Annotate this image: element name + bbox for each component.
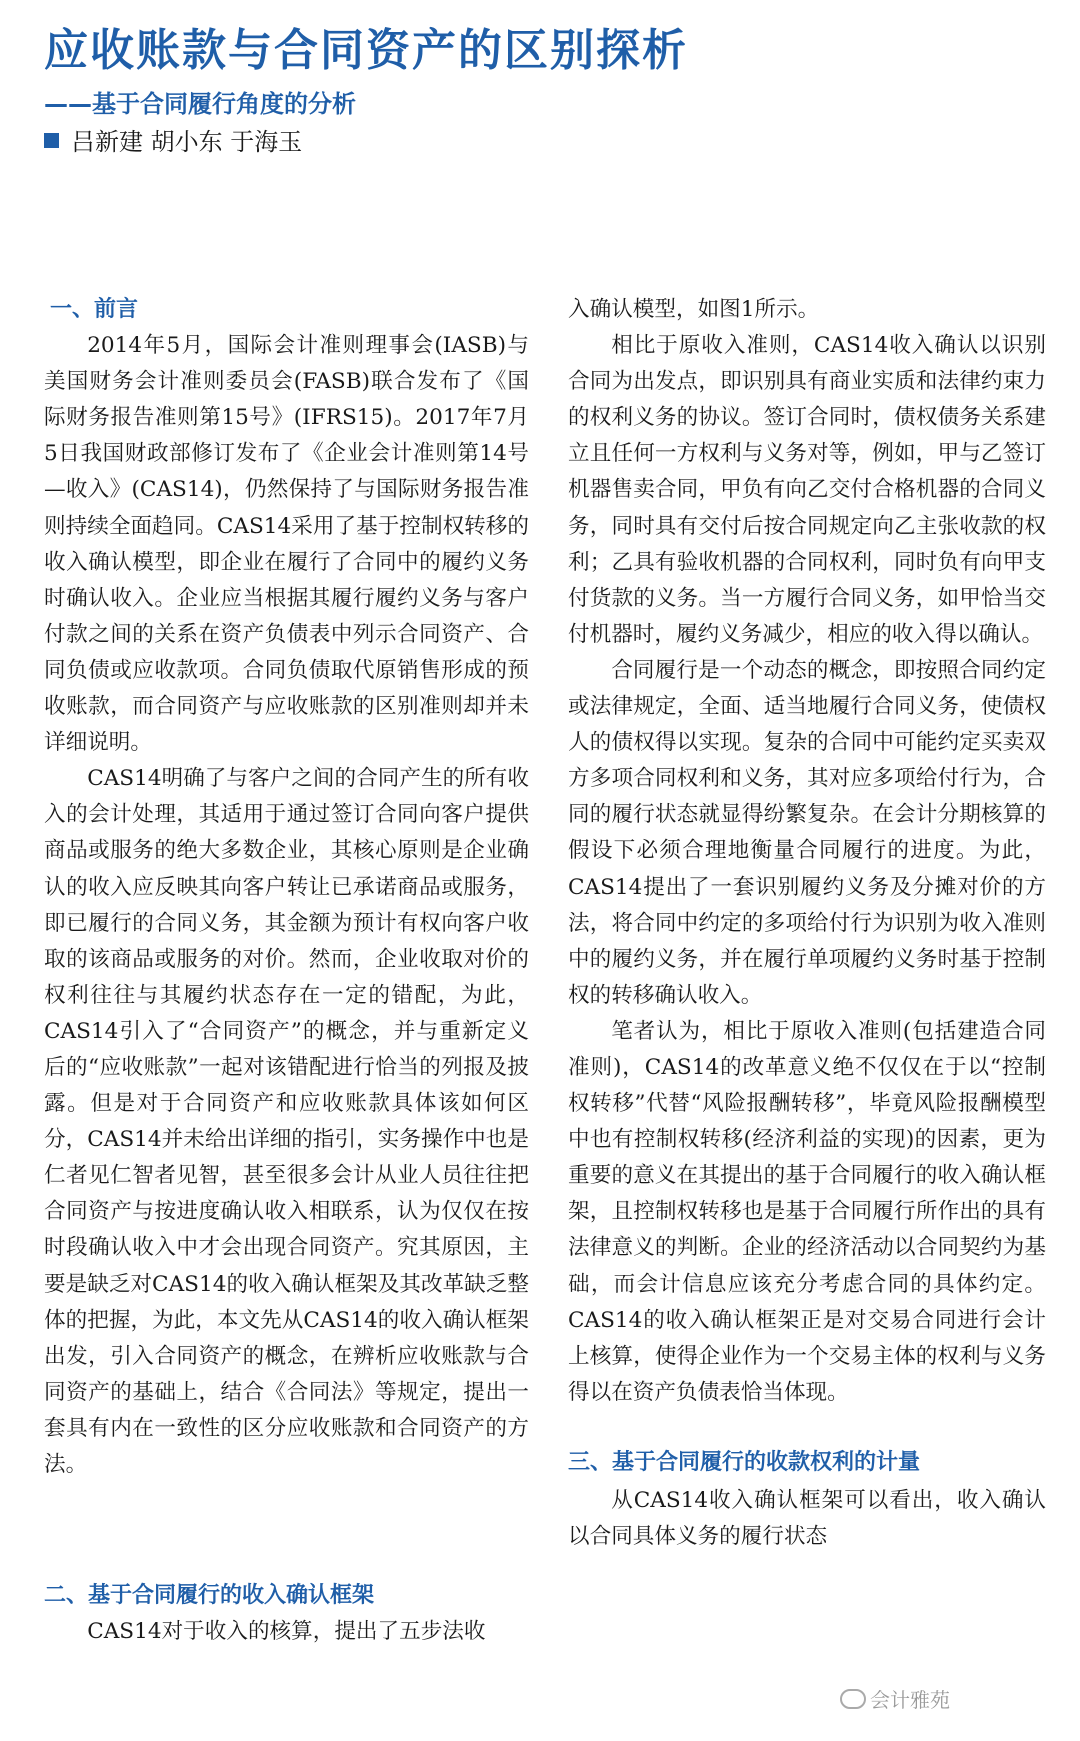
left-column bbox=[44, 292, 529, 1483]
right-column bbox=[568, 292, 1046, 1555]
paragraph: 笔者认为，相比于原收入准则(包括建造合同准则)，CAS14的改革意义绝不仅仅在于以“控制权转移”代替“风险报酬转移”，毕竟风险报酬模型中也有控制权转移(经济利益的实现)的因素，更为重要的意义在其提出的基于合同履行的收入确认框架，且控制权转移也是基于合同履行所作出的具有法律意义的判断。企业的经济活动以合同契约为基础，而会计信息应该充分考虑合同的具体约定。CAS14的收入确认框架正是对交易合同进行会计上核算，使得企业作为一个交易主体的权利与义务得以在资产负债表恰当体现。 bbox=[568, 1018, 1046, 1405]
paragraph: 合同履行是一个动态的概念，即按照合同约定或法律规定，全面、适当地履行合同义务，使债权人的债权得以实现。复杂的合同中可能约定买卖双方多项合同权利和义务，其对应多项给付行为，合同的履行状态就显得纷繁复杂。在会计分期核算的假设下必须合理地衡量合同履行的进度。为此，CAS14提出了一套识别履约义务及分摊对价的方法，将合同中约定的多项给付行为识别为收入准则中的履约义务，并在履行单项履约义务时基于控制权的转移确认收入。 bbox=[568, 657, 1046, 1008]
watermark-text: 会计雅苑 bbox=[870, 1688, 950, 1712]
paragraph: 从CAS14收入确认框架可以看出，收入确认以合同具体义务的履行状态 bbox=[568, 1488, 1046, 1550]
section-heading-1: 一、前言 bbox=[50, 297, 139, 322]
watermark bbox=[840, 1684, 950, 1713]
wechat-icon bbox=[840, 1689, 866, 1709]
paragraph: CAS14明确了与客户之间的合同产生的所有收入的会计处理，其适用于通过签订合同向客户提供商品或服务的绝大多数企业，其核心原则是企业确认的收入应反映其向客户转让已承诺商品或服务，即已履行的合同义务，其金额为预计有权向客户收取的该商品或服务的对价。然而，企业收取对价的权利往往与其履约状态存在一定的错配，为此，CAS14引入了“合同资产”的概念，并与重新定义后的“应收账款”一起对该错配进行恰当的列报及披露。但是对于合同资产和应收账款具体该如何区分，CAS14并未给出详细的指引，实务操作中也是仁者见仁智者见智，甚至很多会计从业人员往往把合同资产与按进度确认收入相联系，认为仅仅在按时段确认收入中才会出现合同资产。究其原因，主要是缺乏对CAS14的收入确认框架及其改革缺乏整体的把握，为此，本文先从CAS14的收入确认框架出发，引入合同资产的概念，在辨析应收账款与合同资产的基础上，结合《合同法》等规定，提出一套具有内在一致性的区分应收账款和合同资产的方法。 bbox=[44, 766, 529, 1477]
section-heading-3: 三、基于合同履行的收款权利的计量 bbox=[568, 1449, 921, 1475]
paragraph: 相比于原收入准则，CAS14收入确认以识别合同为出发点，即识别具有商业实质和法律约束力的权利义务的协议。签订合同时，债权债务关系建立且任何一方权利与义务对等，例如，甲与乙签订机器售卖合同，甲负有向乙交付合格机器的合同义务，同时具有交付后按合同规定向乙主张收款的权利；乙具有验收机器的合同权利，同时负有向甲支付货款的义务。当一方履行合同义务，如甲恰当交付机器时，履约义务减少，相应的收入得以确认。 bbox=[568, 333, 1046, 647]
bullet-square-icon bbox=[44, 133, 59, 148]
article-subtitle: ——基于合同履行角度的分析 bbox=[44, 90, 356, 118]
article-title: 应收账款与合同资产的区别探析 bbox=[44, 25, 688, 76]
authors: 吕新建 胡小东 于海玉 bbox=[71, 128, 303, 156]
paragraph: 2014年5月，国际会计准则理事会(IASB)与美国财务会计准则委员会(FASB)联合发布了《国际财务报告准则第15号》(IFRS15)。2017年7月5日我国财政部修订发布了《企业会计准则第14号—收入》(CAS14)，仍然保持了与国际财务报告准则持续全面趋同。CAS14采用了基于控制权转移的收入确认模型，即企业在履行了合同中的履约义务时确认收入。企业应当根据其履行履约义务与客户付款之间的关系在资产负债表中列示合同资产、合同负债或应收款项。合同负债取代原销售形成的预收账款，而合同资产与应收账款的区别准则却并未详细说明。 bbox=[44, 333, 529, 756]
paragraph: 入确认模型，如图1所示。 bbox=[568, 297, 820, 322]
authors-line bbox=[44, 122, 302, 157]
section-heading-2: 二、基于合同履行的收入确认框架 bbox=[44, 1583, 375, 1608]
paragraph: CAS14对于收入的核算，提出了五步法收 bbox=[87, 1619, 486, 1644]
